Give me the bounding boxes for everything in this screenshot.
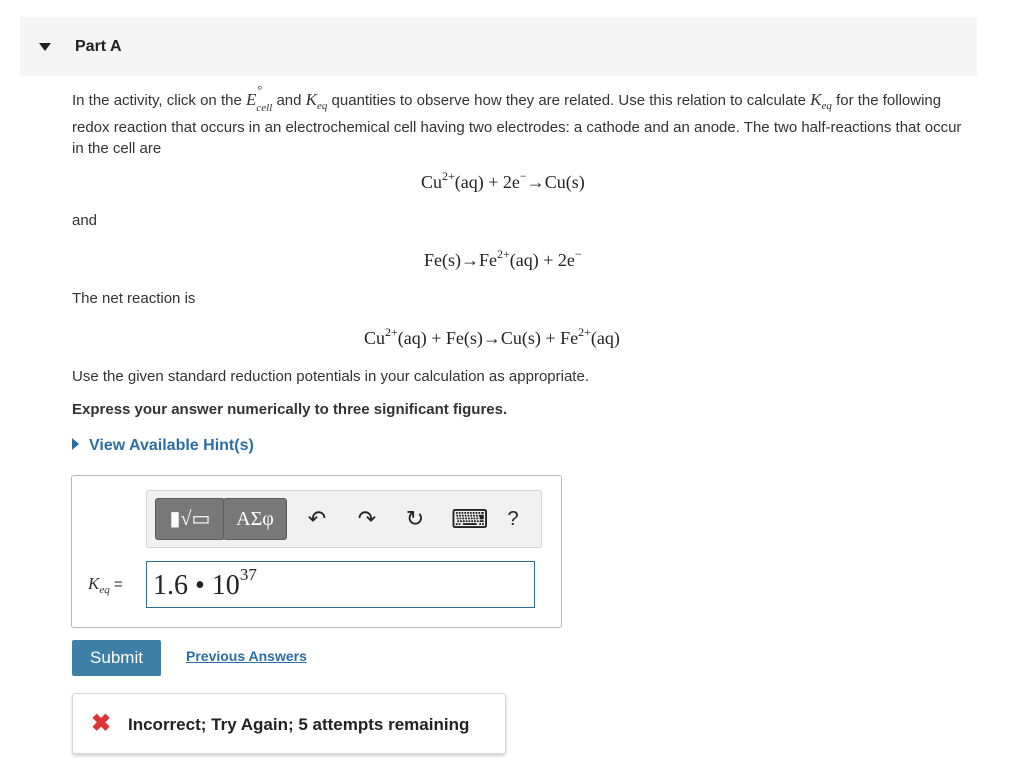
reset-icon[interactable]: ↻ [405, 506, 425, 531]
ecell-symbol[interactable]: E ° $_{cell}$ [245, 83, 273, 114]
net-reaction-text: The net reaction is [72, 290, 196, 307]
and-text: and [72, 212, 98, 229]
templates-button[interactable]: ▮√▭ [155, 498, 225, 540]
help-icon[interactable]: ? [507, 508, 519, 530]
previous-answers-link[interactable]: Previous Answers [186, 648, 307, 664]
keq-symbol-2: $K_{eq}$ [810, 90, 832, 112]
express-answer-text: Express your answer numerically to three significant figures. [72, 401, 508, 418]
intro-paragraph: In the activity, click on the E ° $_{cell}$ and $K_{eq}$ quantities to observe how they are related. Use this relation to calculate $K_{eq}$ for the following redox reaction that occurs in an electrochemical cell having two electrodes: a cathode and an anode. The two half-reactions that occur in the cell are [72, 83, 962, 157]
submit-button[interactable]: Submit [72, 640, 161, 676]
answer-input[interactable]: 1.6 • $10^{37}$ [146, 561, 535, 608]
net-reaction: $Cu^{2+}(aq) + Fe(s)\to Cu(s) + Fe^{2+}(aq)$ [364, 325, 620, 348]
keyboard-icon[interactable]: ⌨ [451, 504, 489, 534]
answer-box [71, 475, 562, 628]
part-title[interactable]: Part A [75, 38, 122, 55]
undo-icon[interactable]: ↶ [307, 506, 327, 531]
half-reaction-anode: $Fe(s)\to Fe^{2+}(aq) + 2e^-$ [424, 247, 582, 270]
instruction-text: Use the given standard reduction potentials in your calculation as appropriate. [72, 368, 589, 385]
keq-label: $K_{eq}$ = [88, 574, 123, 596]
redo-icon[interactable]: ↷ [357, 506, 377, 531]
feedback-text: Incorrect; Try Again; 5 attempts remaining [128, 715, 470, 734]
greek-symbols-button[interactable]: ΑΣφ [223, 498, 287, 540]
collapse-caret-icon[interactable] [39, 43, 51, 51]
half-reaction-cathode: $Cu^{2+}(aq) + 2e^-\to Cu(s)$ [421, 169, 585, 192]
part-header[interactable] [20, 17, 977, 76]
incorrect-x-icon: ✖ [91, 710, 112, 737]
keq-symbol[interactable]: $K_{eq}$ [305, 90, 328, 112]
expand-triangle-icon [72, 438, 79, 450]
view-hints-link[interactable]: View Available Hint(s) [72, 437, 254, 455]
math-toolbar [146, 490, 542, 548]
feedback-box [72, 693, 506, 754]
